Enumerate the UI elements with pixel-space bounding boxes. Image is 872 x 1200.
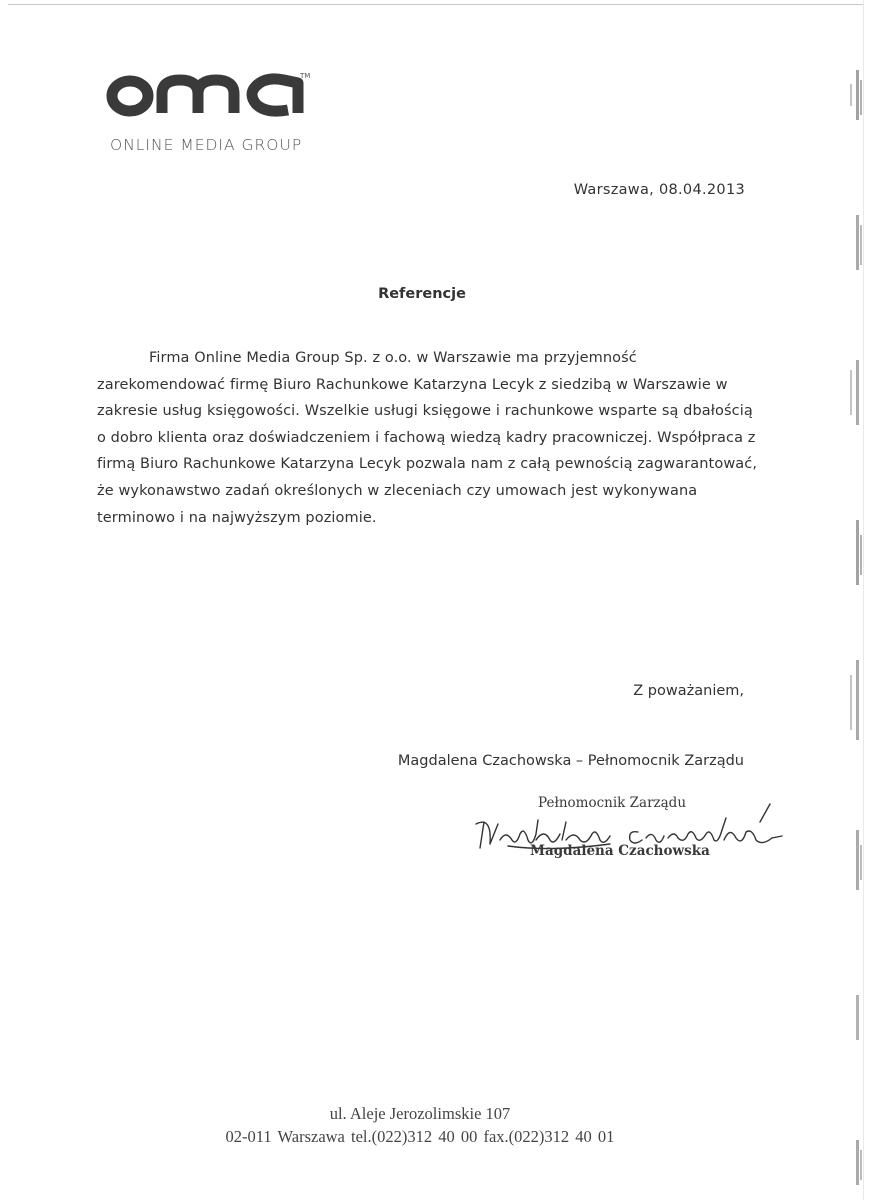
stamp-name: Magdalena Czachowska bbox=[530, 843, 710, 859]
trademark-symbol: TM bbox=[300, 72, 311, 80]
page-top-edge bbox=[8, 4, 863, 5]
date-line: Warszawa, 08.04.2013 bbox=[573, 182, 745, 198]
body-line: terminowo i na najwyższym poziomie. bbox=[97, 509, 377, 526]
body-paragraph bbox=[97, 345, 757, 531]
signer-line: Magdalena Czachowska – Pełnomocnik Zarządu bbox=[397, 753, 744, 769]
scan-edge-artifacts bbox=[836, 0, 866, 1200]
footer-address: ul. Aleje Jerozolimskie 107 bbox=[329, 1104, 511, 1123]
body-line: firmą Biuro Rachunkowe Katarzyna Lecyk pozwala nam z całą pewnością zagwarantować, bbox=[97, 456, 758, 473]
body-line: zarekomendować firmę Biuro Rachunkowe Katarzyna Lecyk z siedzibą w Warszawie w bbox=[97, 376, 728, 393]
letter-title: Referencje bbox=[378, 286, 466, 302]
body-line: Firma Online Media Group Sp. z o.o. w Warszawie ma przyjemność bbox=[149, 350, 637, 366]
omg-logo-mark bbox=[106, 66, 316, 126]
body-line: że wykonawstwo zadań określonych w zleceniach czy umowach jest wykonywana bbox=[97, 482, 698, 499]
stamp-title: Pełnomocnik Zarządu bbox=[538, 795, 687, 811]
letter-body bbox=[97, 345, 757, 531]
handwritten-signature bbox=[470, 800, 800, 870]
logo-subtitle: ONLINE MEDIA GROUP bbox=[110, 136, 303, 154]
body-line: o dobro klienta oraz doświadczeniem i fachową wiedzą kadry pracowniczej. Współpraca z bbox=[97, 429, 756, 446]
closing-line: Z poważaniem, bbox=[633, 683, 744, 699]
body-line: zakresie usług księgowości. Wszelkie usługi księgowe i rachunkowe wsparte są dbałością bbox=[97, 403, 753, 420]
footer-contact: 02-011 Warszawa tel.(022)312 40 00 fax.(022)312 40 01 bbox=[225, 1127, 615, 1146]
